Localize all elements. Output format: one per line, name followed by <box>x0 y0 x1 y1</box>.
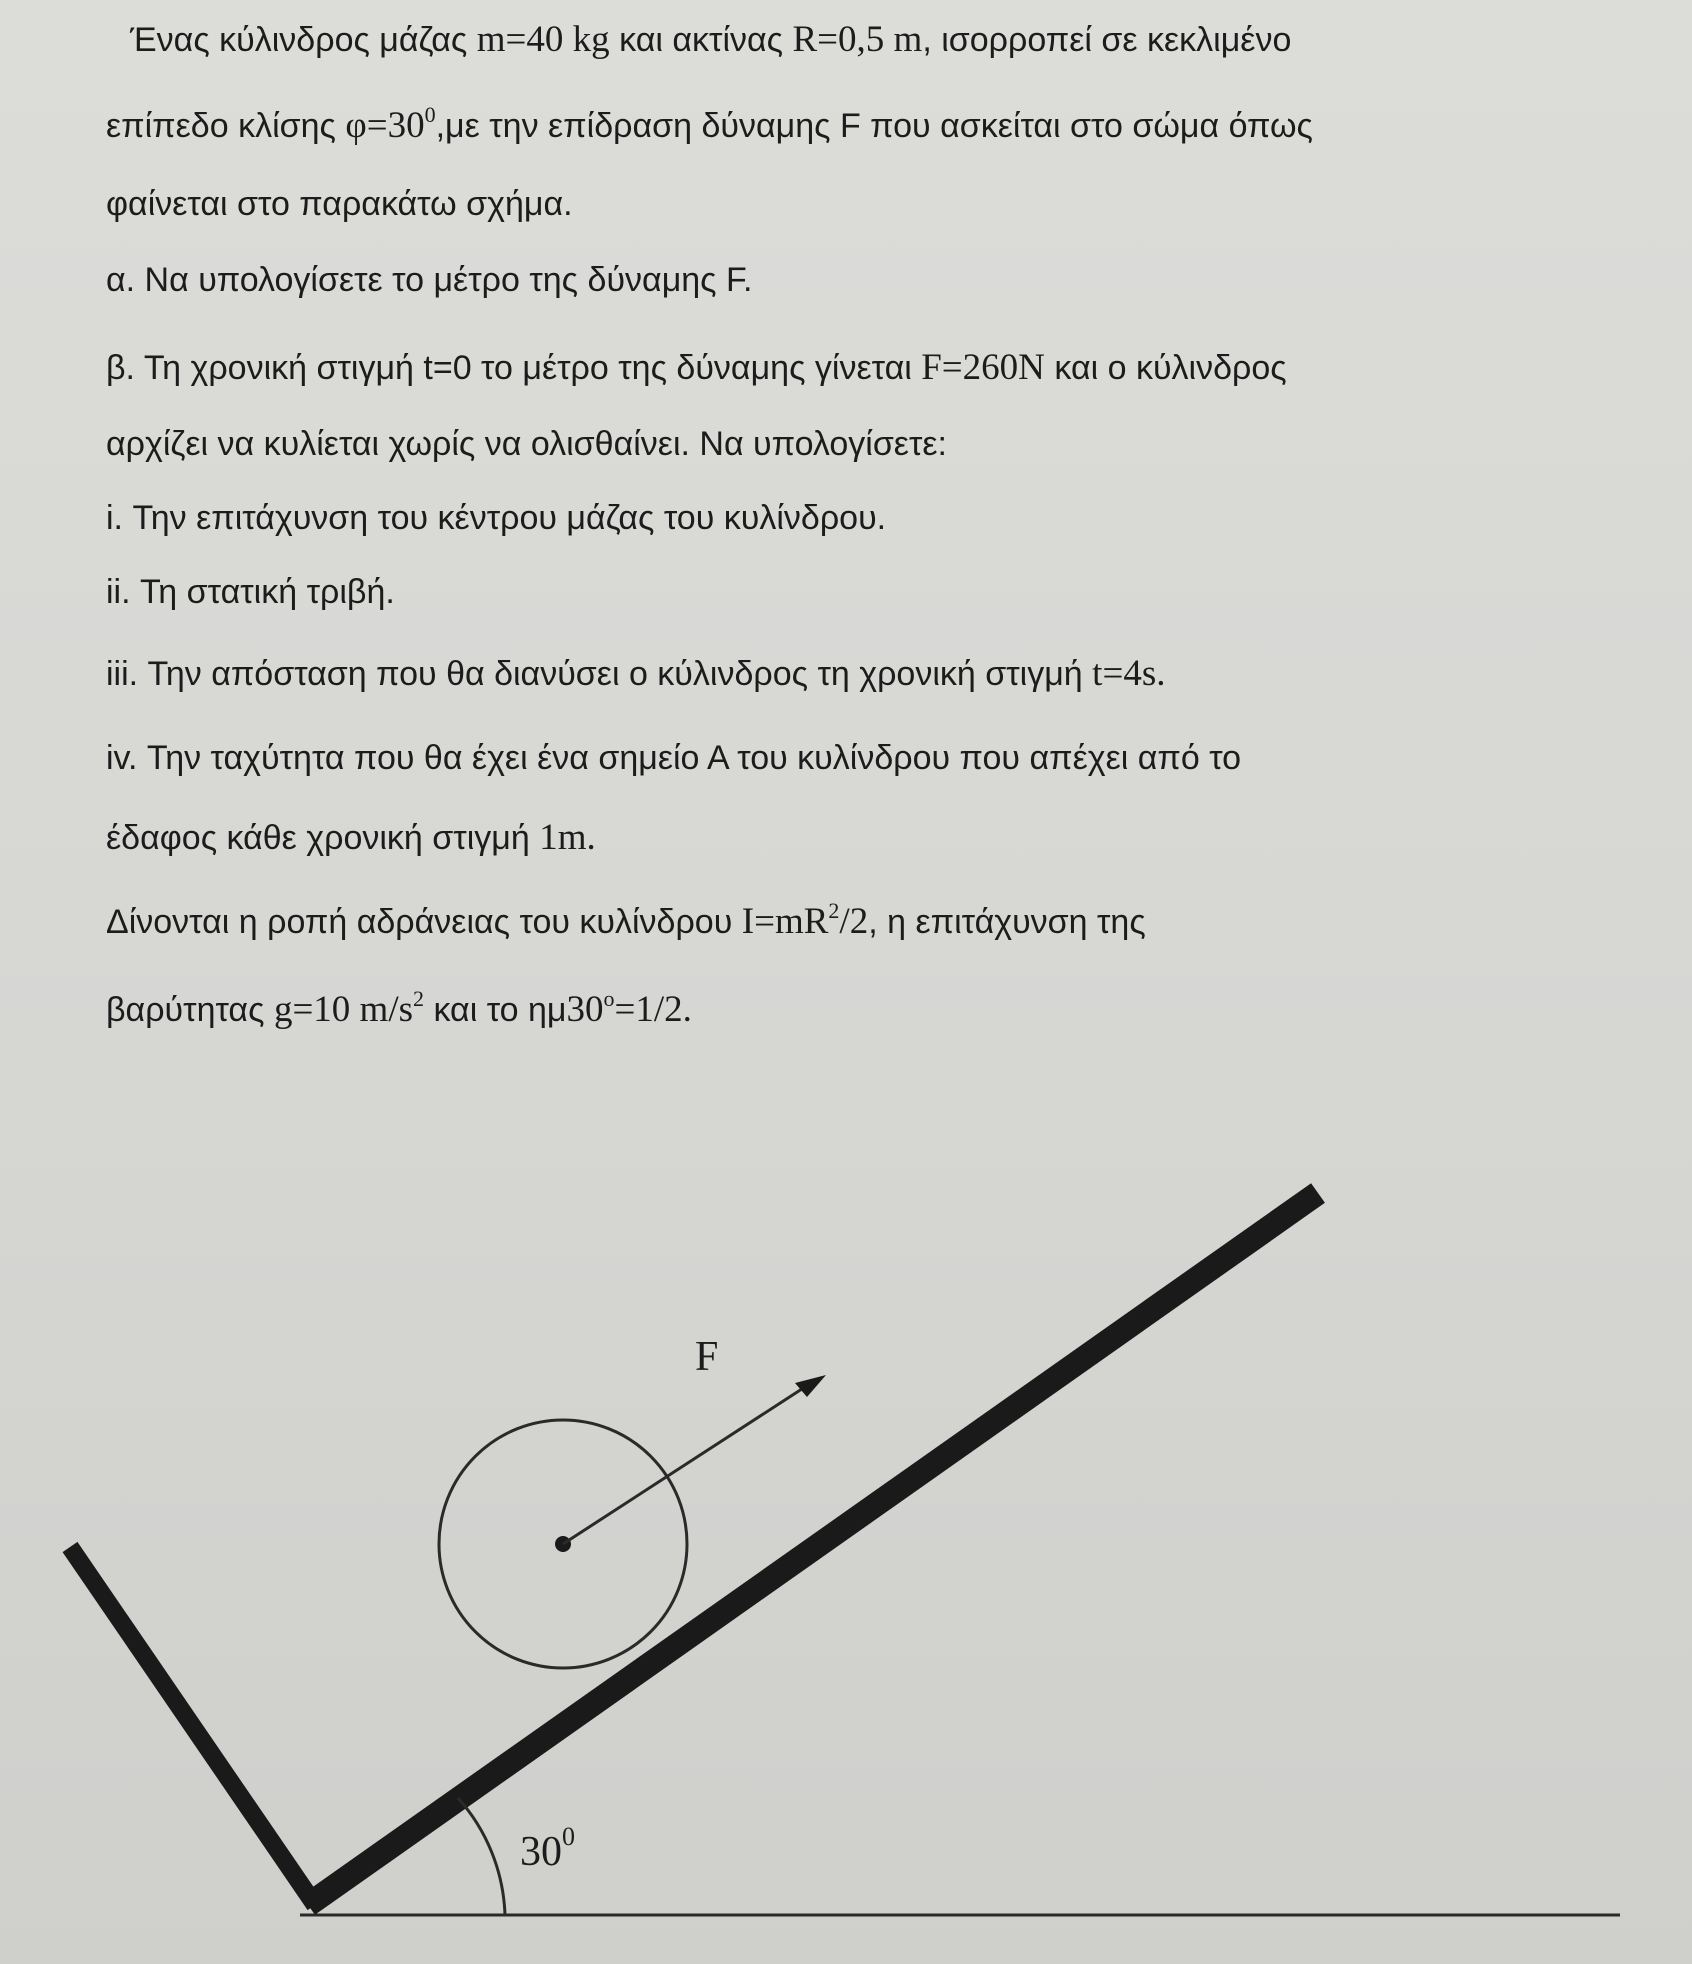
intro-text: Ένας κύλινδρος μάζας <box>130 21 477 59</box>
intro-text: επίπεδο κλίσης <box>106 107 346 145</box>
time-value: t=4s. <box>1092 653 1166 694</box>
subpart-iv-text: iv. Την ταχύτητα που θα έχει ένα σημείο Α του κυλίνδρου που απέχει από το <box>106 739 1242 777</box>
force-label: F <box>695 1334 719 1380</box>
angle-label <box>520 1822 575 1875</box>
angle-degree-sup: 0 <box>424 101 436 127</box>
angle-arc <box>458 1798 505 1915</box>
intro-text: και ακτίνας <box>609 21 793 59</box>
given-text: και το ημ <box>424 991 567 1029</box>
intro-text: ,με την επίδραση δύναμης F που ασκείται στο σώμα όπως <box>435 107 1313 145</box>
given-text: Δίνονται η ροπή αδράνειας του κυλίνδρου <box>106 903 742 941</box>
intro-text: φαίνεται στο παρακάτω σχήμα. <box>106 185 573 223</box>
inertia-sup: 2 <box>828 897 840 923</box>
radius-value: R=0,5 m <box>792 19 923 60</box>
part-b-text: αρχίζει να κυλίεται χωρίς να ολισθαίνει. Να υπολογίσετε: <box>106 425 948 463</box>
intro-text: , ισορροπεί σε κεκλιμένο <box>922 21 1292 59</box>
given-text: βαρύτητας <box>106 991 274 1029</box>
mass-value: m=40 kg <box>476 19 610 60</box>
inertia-text: /2 <box>839 901 869 942</box>
given-text: , η επιτάχυνση της <box>868 903 1146 941</box>
angle-text: φ=30 <box>345 105 425 146</box>
force-arrowhead <box>795 1375 826 1397</box>
subpart-ii-text: ii. Τη στατική τριβή. <box>106 573 395 611</box>
sine-text: 30 <box>566 989 604 1030</box>
distance-value: 1m. <box>539 817 596 858</box>
part-b-text: β. Τη χρονική στιγμή t=0 το μέτρο της δύναμης γίνεται <box>106 349 922 387</box>
gravity-text: g=10 m/s <box>273 989 414 1030</box>
subpart-iv-text: έδαφος κάθε χρονική στιγμή <box>106 819 540 857</box>
sine-text: =1/2. <box>614 989 692 1030</box>
part-a-text: α. Να υπολογίσετε το μέτρο της δύναμης F. <box>106 261 753 299</box>
angle-label-text: 30 <box>520 1829 562 1875</box>
inertia-text: I=mR <box>741 901 829 942</box>
force-value: F=260N <box>921 347 1045 388</box>
sine-sup: o <box>603 985 615 1011</box>
angle-label-sup: 0 <box>562 1822 575 1851</box>
left-wall <box>70 1547 315 1905</box>
gravity-sup: 2 <box>413 985 425 1011</box>
subpart-iii-text: iii. Την απόσταση που θα διανύσει ο κύλινδρος τη χρονική στιγμή <box>106 655 1093 693</box>
part-b-text: και ο κύλινδρος <box>1044 349 1287 387</box>
subpart-i-text: i. Την επιτάχυνση του κέντρου μάζας του κυλίνδρου. <box>106 499 887 537</box>
